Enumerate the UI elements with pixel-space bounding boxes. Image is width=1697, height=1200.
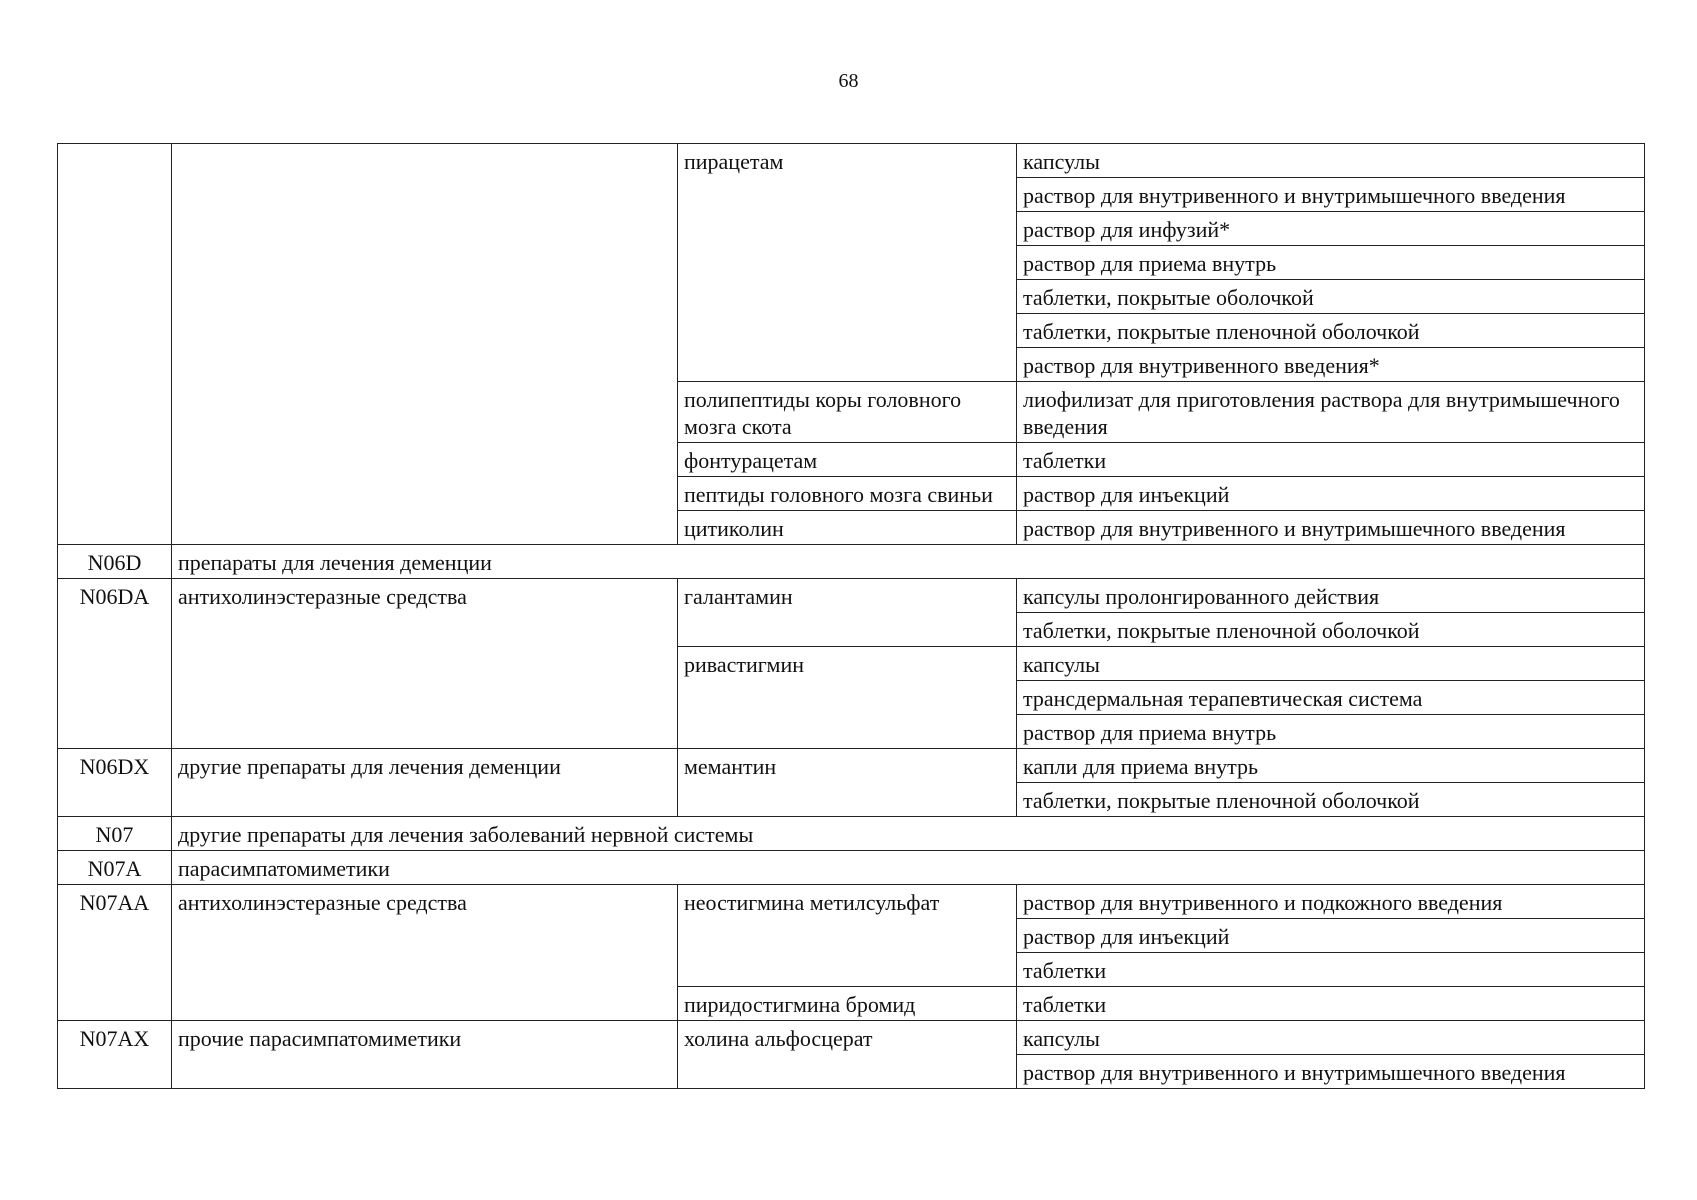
- atc-group-cell: прочие парасимпатомиметики: [172, 1021, 678, 1089]
- table-row-heading: [58, 851, 1645, 885]
- atc-group-cell: антихолинэстеразные средства: [172, 885, 678, 1021]
- atc-code-cell: N06D: [58, 545, 172, 579]
- dosage-form-cell: таблетки, покрытые оболочкой: [1017, 280, 1645, 314]
- dosage-form-cell: капли для приема внутрь: [1017, 749, 1645, 783]
- atc-code-cell: N07: [58, 817, 172, 851]
- substance-cell: цитиколин: [678, 511, 1017, 545]
- dosage-form-cell: таблетки, покрытые пленочной оболочкой: [1017, 314, 1645, 348]
- dosage-form-cell: раствор для внутривенного введения*: [1017, 348, 1645, 382]
- dosage-form-cell: раствор для внутривенного и внутримышечного введения: [1017, 178, 1645, 212]
- dosage-form-cell: таблетки, покрытые пленочной оболочкой: [1017, 613, 1645, 647]
- atc-code-cell: N07AA: [58, 885, 172, 1021]
- dosage-form-cell: раствор для инфузий*: [1017, 212, 1645, 246]
- dosage-form-cell: таблетки: [1017, 953, 1645, 987]
- dosage-form-cell: раствор для приема внутрь: [1017, 715, 1645, 749]
- atc-code-cell: [58, 144, 172, 545]
- dosage-form-cell: раствор для внутривенного и внутримышечного введения: [1017, 1055, 1645, 1089]
- substance-cell: ривастигмин: [678, 647, 1017, 749]
- substance-cell: пирацетам: [678, 144, 1017, 382]
- atc-group-cell: другие препараты для лечения деменции: [172, 749, 678, 817]
- substance-cell: галантамин: [678, 579, 1017, 647]
- substance-cell: мемантин: [678, 749, 1017, 817]
- dosage-form-cell: раствор для внутривенного и подкожного введения: [1017, 885, 1645, 919]
- dosage-form-cell: капсулы: [1017, 647, 1645, 681]
- dosage-form-cell: капсулы: [1017, 144, 1645, 178]
- table-row-heading: [58, 817, 1645, 851]
- atc-group-cell: антихолинэстеразные средства: [172, 579, 678, 749]
- atc-group-cell: парасимпатомиметики: [172, 851, 1645, 885]
- atc-group-cell: другие препараты для лечения заболеваний нервной системы: [172, 817, 1645, 851]
- dosage-form-cell: трансдермальная терапевтическая система: [1017, 681, 1645, 715]
- dosage-form-cell: раствор для внутривенного и внутримышечного введения: [1017, 511, 1645, 545]
- dosage-form-cell: капсулы: [1017, 1021, 1645, 1055]
- substance-cell: пиридостигмина бромид: [678, 987, 1017, 1021]
- table-row: [58, 144, 1645, 178]
- dosage-form-cell: таблетки, покрытые пленочной оболочкой: [1017, 783, 1645, 817]
- page-number: 68: [838, 70, 859, 92]
- atc-group-cell: препараты для лечения деменции: [172, 545, 1645, 579]
- atc-code-cell: N07A: [58, 851, 172, 885]
- atc-code-cell: N07AX: [58, 1021, 172, 1089]
- atc-code-cell: N06DX: [58, 749, 172, 817]
- substance-cell: пептиды головного мозга свиньи: [678, 477, 1017, 511]
- table-row: [58, 749, 1645, 783]
- dosage-form-cell: раствор для инъекций: [1017, 919, 1645, 953]
- atc-code-cell: N06DA: [58, 579, 172, 749]
- dosage-form-cell: раствор для приема внутрь: [1017, 246, 1645, 280]
- substance-cell: неостигмина метилсульфат: [678, 885, 1017, 987]
- substance-cell: холина альфосцерат: [678, 1021, 1017, 1089]
- atc-group-cell: [172, 144, 678, 545]
- substance-cell: фонтурацетам: [678, 443, 1017, 477]
- drug-table: [57, 143, 1645, 1089]
- dosage-form-cell: таблетки: [1017, 443, 1645, 477]
- dosage-form-cell: раствор для инъекций: [1017, 477, 1645, 511]
- dosage-form-cell: таблетки: [1017, 987, 1645, 1021]
- dosage-form-cell: капсулы пролонгированного действия: [1017, 579, 1645, 613]
- table-row: [58, 1021, 1645, 1055]
- table-row: [58, 579, 1645, 613]
- table-row-heading: [58, 545, 1645, 579]
- dosage-form-cell: лиофилизат для приготовления раствора для внутримышечного введения: [1017, 382, 1645, 443]
- substance-cell: полипептиды коры головного мозга скота: [678, 382, 1017, 443]
- table-row: [58, 885, 1645, 919]
